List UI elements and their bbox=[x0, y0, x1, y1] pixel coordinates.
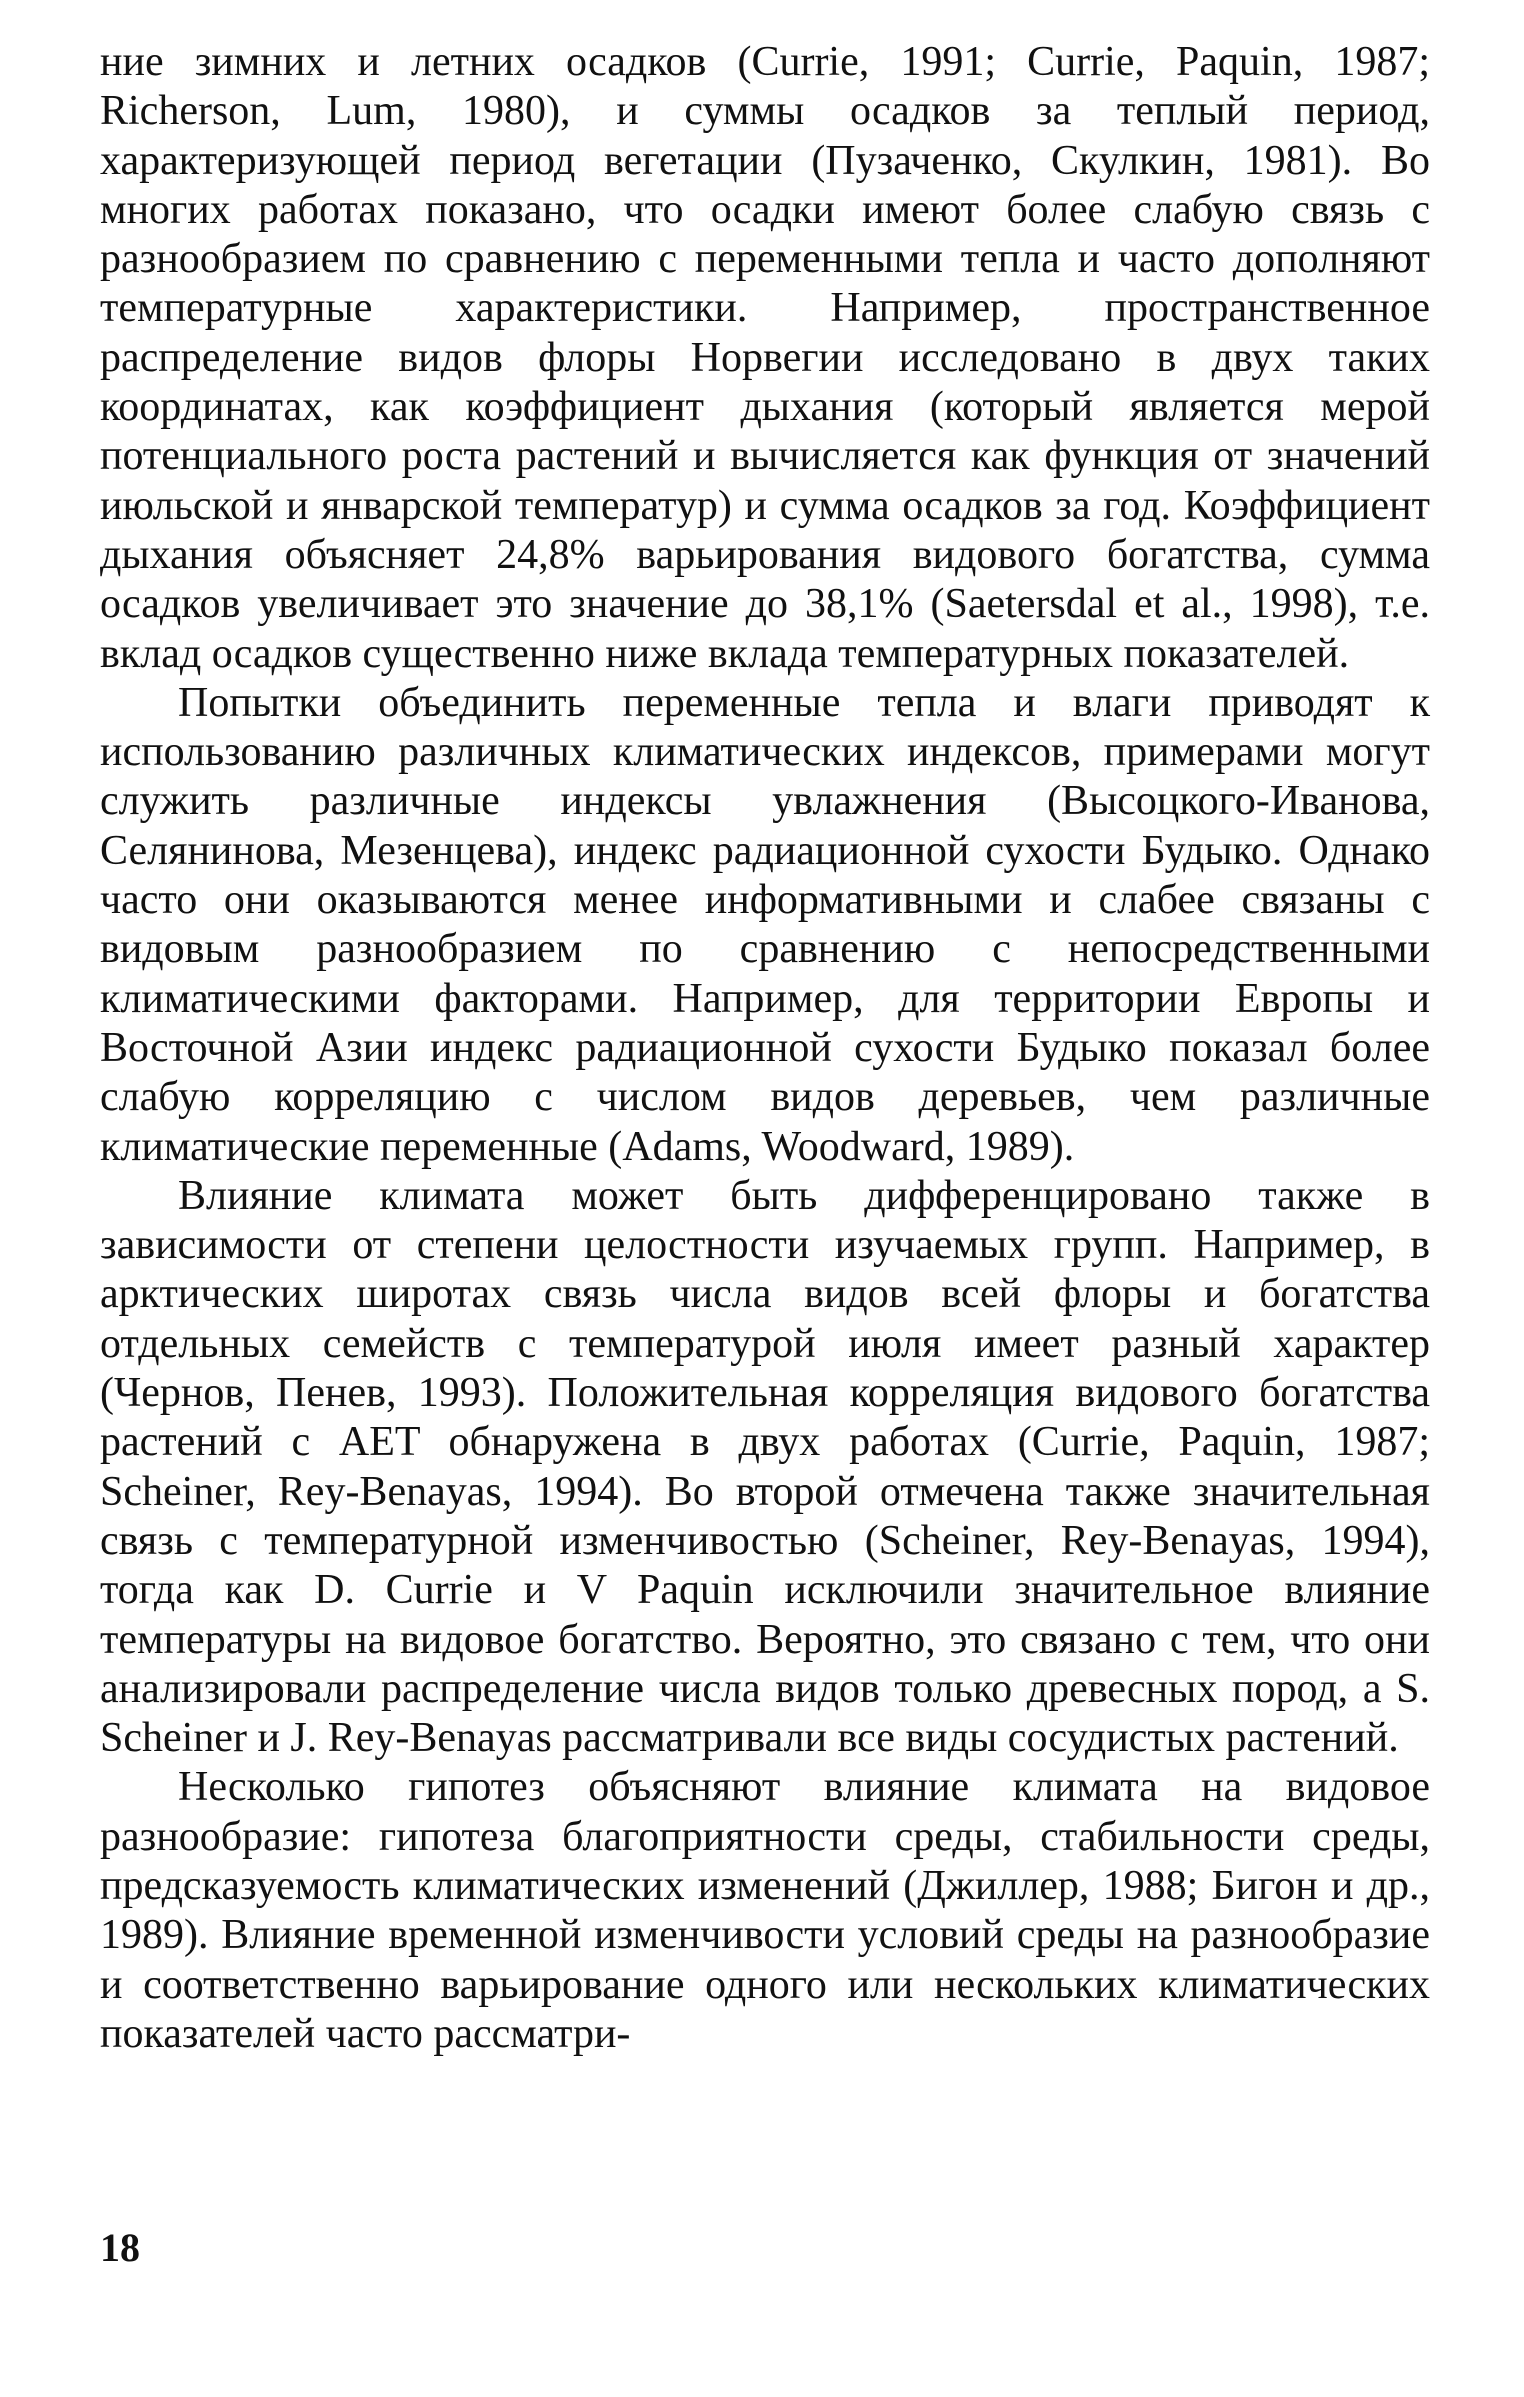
paragraph-1: ние зимних и летних осадков (Currie, 1991; Currie, Paquin, 1987; Richerson, Lum, 1980), и суммы осадков за теплый период, характеризующей период вегетации (Пузаченко, Скулкин, 1981). Во многих работах показано, что осадки имеют более слабую связь с разнообразием по сравнению с переменными тепла и часто дополняют температурные характеристики. Например, пространственное распределение видов флоры Норвегии исследовано в двух таких координатах, как коэффициент дыхания (который является мерой потенциального роста растений и вычисляется как функция от значений июльской и январской температур) и сумма осадков за год. Коэффициент дыхания объясняет 24,8% варьирования видового богатства, сумма осадков увеличивает это значение до 38,1% (Saetersdal et al., 1998), т.е. вклад осадков существенно ниже вклада температурных показателей. bbox=[100, 39, 1430, 677]
paragraph-2: Попытки объединить переменные тепла и влаги приводят к использованию различных климатических индексов, примерами могут служить различные индексы увлажнения (Высоцкого-Иванова, Селянинова, Мезенцева), индекс радиационной сухости Будыко. Однако часто они оказываются менее информативными и слабее связаны с видовым разнообразием по сравнению с непосредственными климатическими факторами. Например, для территории Европы и Восточной Азии индекс радиационной сухости Будыко показал более слабую корреляцию с числом видов деревьев, чем различные климатические переменные (Adams, Woodward, 1989). bbox=[100, 679, 1430, 1170]
paragraph-4: Несколько гипотез объясняют влияние климата на видовое разнообразие: гипотеза благоприятности среды, стабильности среды, предсказуемость климатических изменений (Джиллер, 1988; Бигон и др., 1989). Влияние временной изменчивости условий среды на разнообразие и соответственно варьирование одного или нескольких климатических показателей часто рассматри- bbox=[100, 1764, 1430, 2057]
document-page bbox=[100, 38, 1430, 2338]
page-number: 18 bbox=[100, 2225, 140, 2270]
paragraph-3: Влияние климата может быть дифференцировано также в зависимости от степени целостности изучаемых групп. Например, в арктических широтах связь числа видов всей флоры и богатства отдельных семейств с температурой июля имеет разный характер (Чернов, Пенев, 1993). Положительная корреляция видового богатства растений с AET обнаружена в двух работах (Currie, Paquin, 1987; Scheiner, Rey-Benayas, 1994). Во второй отмечена также значительная связь с температурной изменчивостью (Scheiner, Rey-Benayas, 1994), тогда как D. Currie и V Paquin исключили значительное влияние температуры на видовое богатство. Вероятно, это связано с тем, что они анализировали распределение числа видов только древесных пород, а S. Scheiner и J. Rey-Benayas рассматривали все виды сосудистых растений. bbox=[100, 1172, 1430, 1762]
